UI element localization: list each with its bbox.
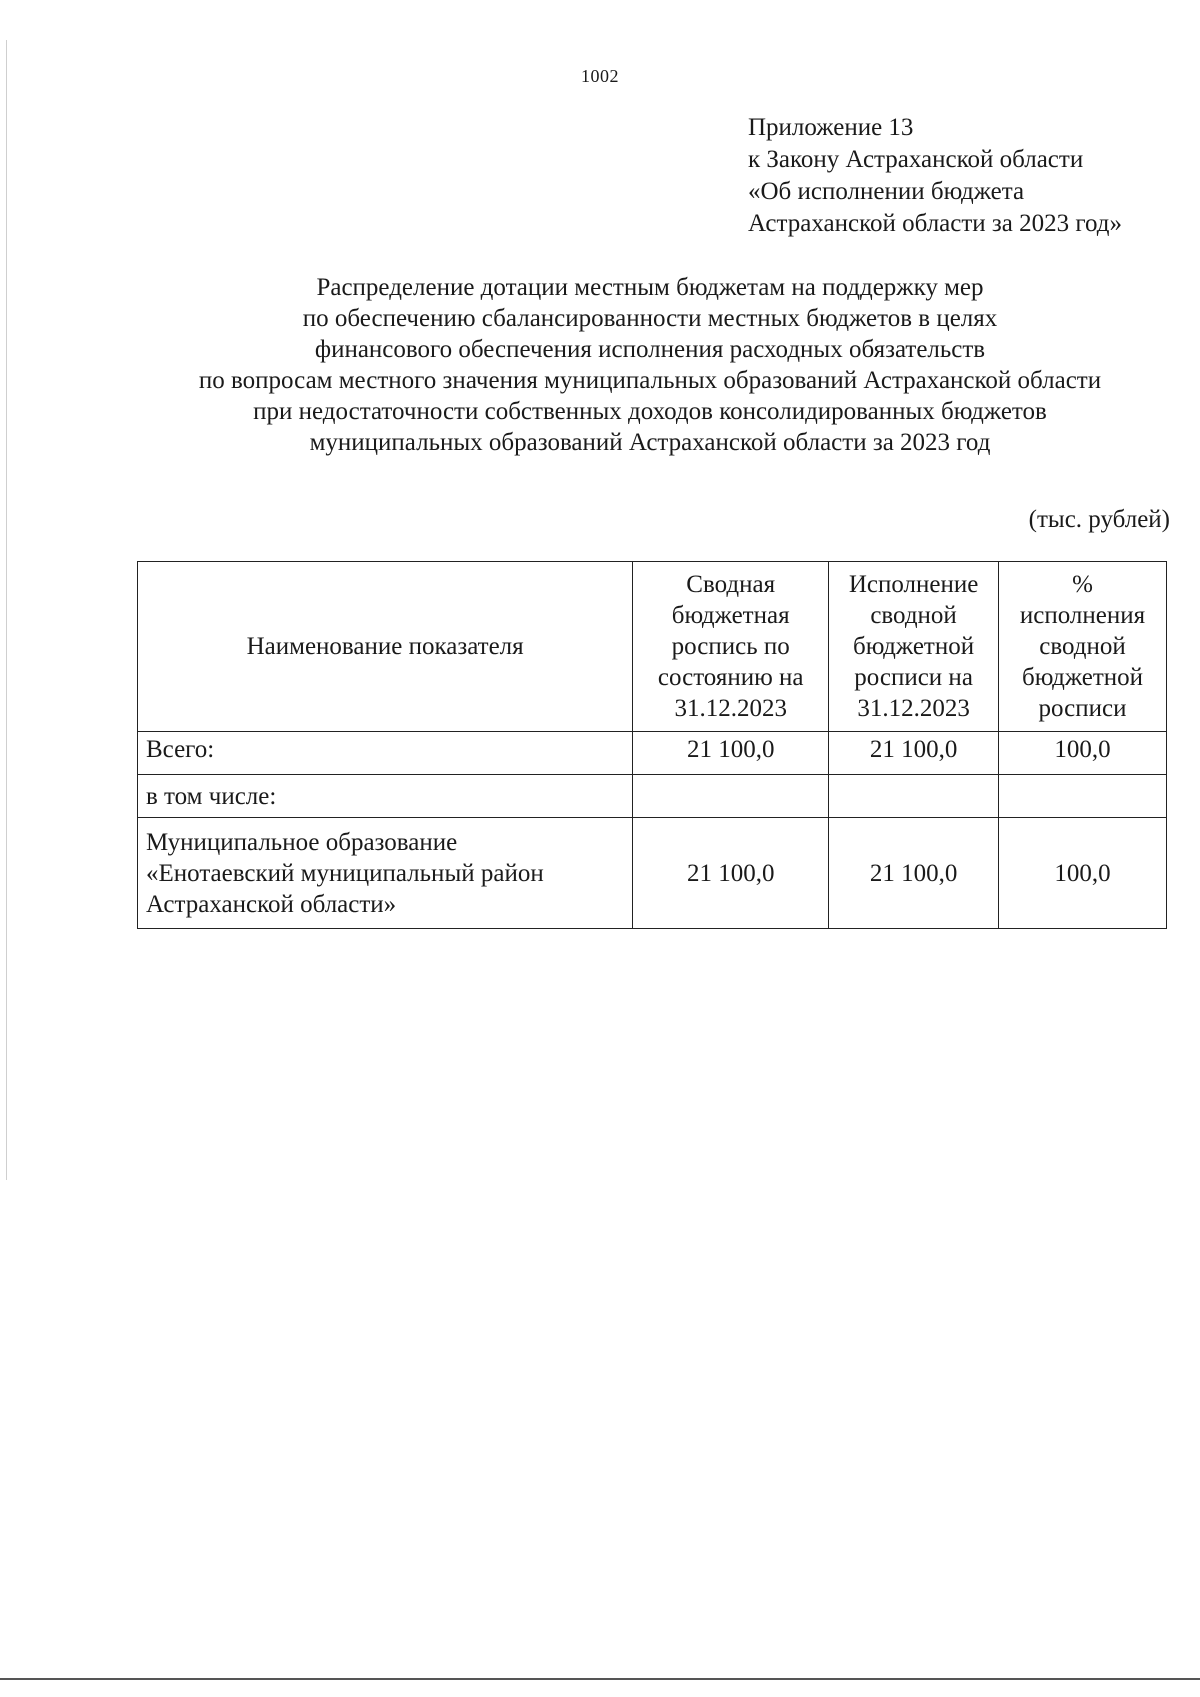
- header-line: росписи: [1038, 695, 1127, 722]
- cell-name: [138, 818, 633, 929]
- cell-percent: [999, 775, 1167, 818]
- header-line: %: [1072, 571, 1093, 598]
- header-line: росписи на: [854, 664, 973, 691]
- header-line: сводной: [1039, 633, 1126, 660]
- table-header-row: [138, 562, 1167, 732]
- header-line: Сводная: [686, 571, 776, 598]
- header-line: Исполнение: [848, 571, 979, 598]
- header-line: бюджетная: [671, 602, 790, 629]
- cell-plan: 21 100,0: [633, 732, 829, 775]
- table-row-total: [138, 732, 1167, 775]
- units-label: (тыс. рублей): [1028, 506, 1170, 533]
- budget-table: [137, 561, 1167, 929]
- header-line: бюджетной: [1021, 664, 1144, 691]
- cell-plan: [633, 775, 829, 818]
- name-line: Муниципальное образование: [146, 828, 458, 856]
- bottom-scan-line: [0, 1678, 1200, 1680]
- title-line: Распределение дотации местным бюджетам на поддержку мер: [316, 274, 984, 301]
- title-line: по обеспечению сбалансированности местных бюджетов в целях: [302, 305, 998, 332]
- table-row-municipality: [138, 818, 1167, 929]
- header-line: 31.12.2023: [857, 695, 970, 722]
- cell-exec: 21 100,0: [829, 818, 999, 929]
- header-plan: [633, 562, 829, 732]
- name-line: «Енотаевский муниципальный район: [146, 859, 544, 887]
- header-exec: [829, 562, 999, 732]
- appendix-line: «Об исполнении бюджета: [748, 178, 1025, 205]
- header-line: состоянию на: [657, 664, 804, 691]
- header-line: роспись по: [671, 633, 790, 660]
- scan-edge-line: [6, 40, 7, 1180]
- header-percent: [999, 562, 1167, 732]
- cell-name: в том числе:: [138, 775, 633, 818]
- header-line: сводной: [870, 602, 957, 629]
- cell-exec: [829, 775, 999, 818]
- cell-name: Всего:: [138, 732, 633, 775]
- header-line: бюджетной: [853, 633, 975, 660]
- appendix-line: Астраханской области за 2023 год»: [748, 210, 1123, 237]
- appendix-block: [748, 112, 1122, 240]
- cell-percent: 100,0: [999, 818, 1167, 929]
- cell-plan: 21 100,0: [633, 818, 829, 929]
- header-name: Наименование показателя: [138, 562, 633, 732]
- document-title: [100, 272, 1200, 458]
- cell-percent: 100,0: [999, 732, 1167, 775]
- appendix-line: к Закону Астраханской области: [748, 146, 1084, 173]
- page-number: 1002: [581, 66, 619, 86]
- title-line: при недостаточности собственных доходов консолидированных бюджетов: [253, 398, 1047, 425]
- header-line: 31.12.2023: [674, 695, 787, 722]
- title-line: по вопросам местного значения муниципальных образований Астраханской области: [198, 367, 1102, 394]
- header-line: исполнения: [1019, 602, 1146, 629]
- table-row-including: [138, 775, 1167, 818]
- title-line: муниципальных образований Астраханской области за 2023 год: [309, 429, 991, 456]
- name-line: Астраханской области»: [146, 890, 397, 918]
- appendix-line: Приложение 13: [748, 114, 914, 141]
- title-line: финансового обеспечения исполнения расходных обязательств: [314, 336, 986, 363]
- cell-exec: 21 100,0: [829, 732, 999, 775]
